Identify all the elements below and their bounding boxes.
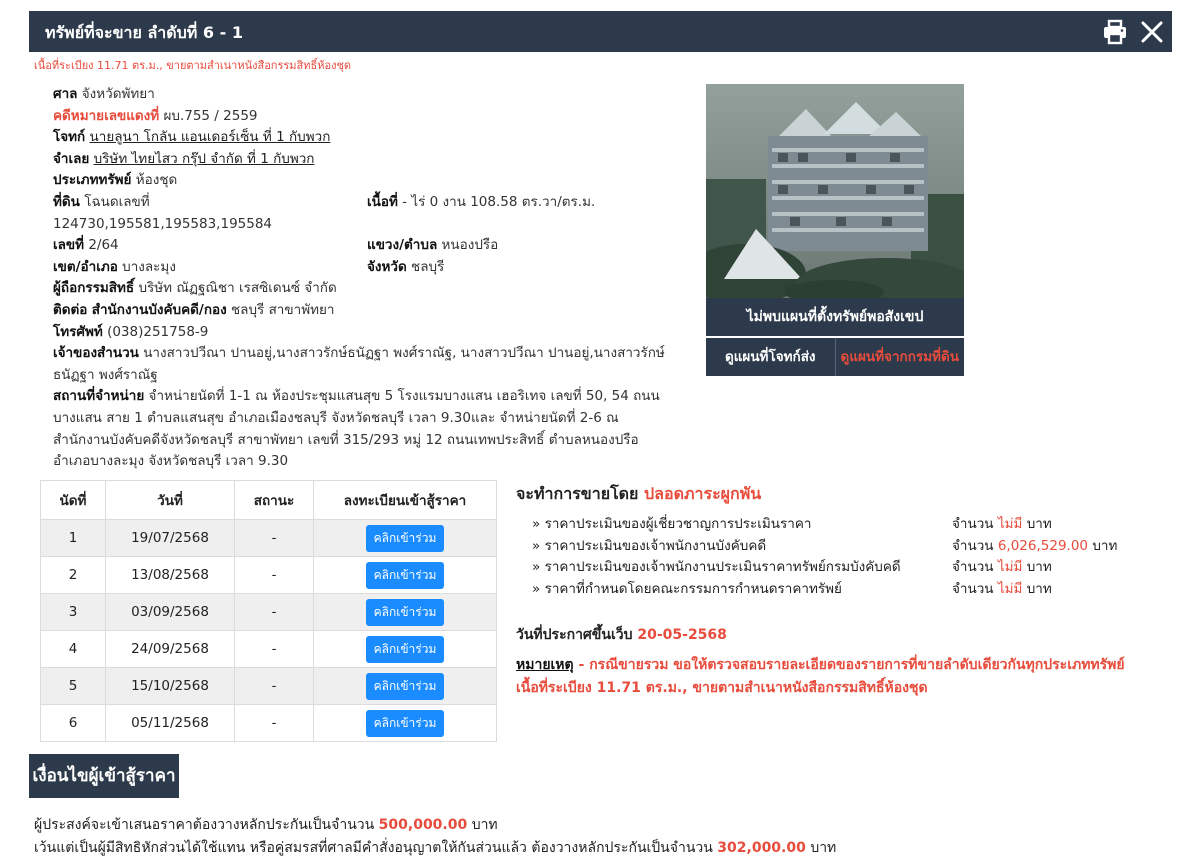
cell-date: 13/08/2568 [106, 557, 235, 594]
land-label: ที่ดิน [53, 193, 80, 210]
cell-no: 1 [41, 520, 106, 557]
join-button[interactable]: คลิกเข้าร่วม [366, 673, 445, 700]
sale-mode [516, 482, 761, 507]
cell-status: - [235, 668, 314, 705]
join-button[interactable]: คลิกเข้าร่วม [366, 562, 445, 589]
join-button[interactable]: คลิกเข้าร่วม [366, 710, 445, 737]
price-pre: จำนวน [952, 559, 994, 576]
cell-no: 5 [41, 668, 106, 705]
area-label: เนื้อที่ [367, 193, 398, 210]
col-header-status: สถานะ [235, 481, 314, 520]
price-list [532, 514, 1132, 600]
printer-icon[interactable] [1101, 18, 1129, 46]
join-button[interactable]: คลิกเข้าร่วม [366, 525, 445, 552]
place-label: สถานที่จำหน่าย [53, 388, 145, 405]
table-row [41, 520, 497, 557]
subdistrict-value: หนองปรือ [441, 237, 499, 254]
cond-line-2: เว้นแต่เป็นผู้มีสิทธิหักส่วนได้ใช้แทน หรือคู่สมรสที่ศาลมีคำสั่งอนุญาตให้กันส่วนแล้ว ต้องวางหลักประกันเป็นจำนวน [34, 840, 713, 856]
office-owner-label: เจ้าของสำนวน [53, 345, 139, 362]
page-title: ทรัพย์ที่จะขาย ลำดับที่ 6 - 1 [45, 23, 243, 42]
number-value: 2/64 [88, 237, 119, 254]
contact-label: ติดต่อ [53, 301, 88, 318]
cell-status: - [235, 631, 314, 668]
cond-amount-2: 302,000.00 [717, 840, 806, 856]
announce-value: 20-05-2568 [637, 627, 727, 643]
phone-label: โทรศัพท์ [53, 323, 103, 340]
owner-value: บริษัท ณัฏฐณิชา เรสซิเดนซ์ จำกัด [138, 280, 337, 297]
province-value: ชลบุรี [411, 258, 445, 275]
property-photo [706, 84, 964, 298]
join-button[interactable]: คลิกเข้าร่วม [366, 636, 445, 663]
price-pre: จำนวน [952, 537, 994, 554]
cell-date: 19/07/2568 [106, 520, 235, 557]
cell-no: 2 [41, 557, 106, 594]
type-label: ประเภททรัพย์ [53, 172, 132, 189]
defendant-link[interactable]: บริษัท ไทยไสว กรุ๊ป จำกัด ที่ 1 กับพวก [93, 150, 315, 167]
cell-status: - [235, 557, 314, 594]
phone-value: (038)251758-9 [107, 323, 209, 340]
place-value: จำหน่ายนัดที่ 1-1 ณ ห้องประชุมแสนสุข 5 โรงแรมบางแสน เฮอริเทจ เลขที่ 50, 54 ถนน บางแสน สาย 1 ตำบลแสนสุข อำเภอเมืองชลบุรี จังหวัดชลบุรี เวลา 9.30และ จำหน่ายนัดที่ 2-6 ณ สำนักงานบังคับคดีจังหวัดชลบุรี สาขาพัทยา เลขที่ 315/293 หมู่ 12 ถนนเทพประสิทธิ์ ตำบลหนองปรือ อำเภอบางละมุง จังหวัดชลบุรี เวลา 9.30 [53, 388, 660, 470]
cond-unit-1: บาท [471, 817, 498, 833]
owner-label: ผู้ถือกรรมสิทธิ์ [53, 280, 135, 297]
land-dept-map-link[interactable]: ดูแผนที่จากกรมที่ดิน [840, 349, 959, 365]
court-value: จังหวัดพัทยา [81, 86, 155, 102]
cell-date: 05/11/2568 [106, 705, 235, 742]
table-row [41, 557, 497, 594]
price-unit: บาท [1026, 580, 1052, 597]
col-header-date: วันที่ [106, 481, 235, 520]
price-value: ไม่มี [997, 559, 1023, 576]
announce-label: วันที่ประกาศขึ้นเว็บ [516, 627, 633, 643]
title-bar [29, 11, 1172, 52]
price-label: ราคาที่กำหนดโดยคณะกรรมการกำหนดราคาทรัพย์ [544, 580, 842, 597]
price-label: ราคาประเมินของผู้เชี่ยวชาญการประเมินราคา [544, 516, 812, 532]
cell-date: 24/09/2568 [106, 631, 235, 668]
plaintiff-label: โจทก์ [53, 129, 86, 146]
defendant-label: จำเลย [53, 150, 90, 167]
price-pre: จำนวน [952, 580, 994, 597]
conditions-text [34, 814, 836, 860]
cell-no: 6 [41, 705, 106, 742]
price-unit: บาท [1026, 516, 1052, 532]
table-row [41, 668, 497, 705]
cell-status: - [235, 520, 314, 557]
contact-value: ชลบุรี สาขาพัทยา [231, 301, 335, 318]
price-unit: บาท [1026, 559, 1052, 576]
plaintiff-map-link[interactable]: ดูแผนที่โจทก์ส่ง [706, 338, 836, 376]
price-pre: จำนวน [952, 516, 994, 532]
price-row [532, 579, 1132, 601]
table-row [41, 705, 497, 742]
building-image [706, 84, 964, 298]
price-value: 6,026,529.00 [997, 537, 1089, 554]
remark-line-1: - กรณีขายรวม ขอให้ตรวจสอบรายละเอียดของรายการที่ขายลำดับเดียวกันทุกประเภททรัพย์ [578, 657, 1125, 673]
price-unit: บาท [1092, 537, 1118, 554]
district-label: เขต/อำเภอ [53, 258, 118, 275]
announce-date [516, 624, 727, 646]
price-value: ไม่มี [997, 516, 1023, 532]
price-label: ราคาประเมินของเจ้าพนักงานประเมินราคาทรัพย์กรมบังคับคดี [544, 559, 901, 576]
map-links [706, 338, 964, 376]
area-value: - ไร่ 0 งาน 108.58 ตร.วา/ตร.ม. [402, 193, 596, 210]
cell-date: 03/09/2568 [106, 594, 235, 631]
price-row [532, 514, 1132, 536]
cond-amount-1: 500,000.00 [378, 817, 468, 833]
cell-no: 3 [41, 594, 106, 631]
chevron-right-icon: » [532, 559, 541, 576]
remark-line-2: เนื้อที่ระเบียง 11.71 ตร.ม., ขายตามสำเนาหนังสือกรรมสิทธิ์ห้องชุด [516, 680, 928, 696]
plaintiff-link[interactable]: นายลูนา โกลัน แอนเดอร์เซ็น ที่ 1 กับพวก [89, 129, 331, 146]
case-value: ผบ.755 / 2559 [163, 107, 258, 124]
type-value: ห้องชุด [135, 172, 178, 189]
subdistrict-label: แขวง/ตำบล [367, 237, 438, 254]
property-info [53, 84, 673, 473]
close-icon[interactable] [1138, 18, 1166, 46]
number-label: เลขที่ [53, 237, 85, 254]
sale-mode-value: ปลอดภาระผูกพัน [644, 484, 762, 503]
office-owner-value: นางสาวปวีณา ปานอยู่,นางสาวรักษ์ธนัฏฐา พงศ์ราณัฐ, นางสาวปวีณา ปานอยู่,นางสาวรักษ์ธนัฏฐา พงศ์ราณัฐ [53, 345, 665, 383]
table-row [41, 594, 497, 631]
price-row [532, 536, 1132, 558]
col-header-no: นัดที่ [41, 481, 106, 520]
join-button[interactable]: คลิกเข้าร่วม [366, 599, 445, 626]
chevron-right-icon: » [532, 580, 541, 597]
price-label: ราคาประเมินของเจ้าพนักงานบังคับคดี [544, 537, 767, 554]
cell-no: 4 [41, 631, 106, 668]
col-header-register: ลงทะเบียนเข้าสู้ราคา [314, 481, 497, 520]
case-label: คดีหมายเลขแดงที่ [53, 107, 160, 124]
land-value: โฉนดเลขที่ 124730,195581,195583,195584 [53, 193, 273, 232]
price-row [532, 557, 1132, 579]
cond-line-1: ผู้ประสงค์จะเข้าเสนอราคาต้องวางหลักประกันเป็นจำนวน [34, 817, 375, 833]
auction-schedule-table [40, 480, 497, 742]
cond-unit-2: บาท [810, 840, 837, 856]
contact-office-label: สำนักงานบังคับคดี/กอง [91, 301, 227, 318]
province-label: จังหวัด [367, 258, 407, 275]
cell-date: 15/10/2568 [106, 668, 235, 705]
price-value: ไม่มี [997, 580, 1023, 597]
chevron-right-icon: » [532, 516, 541, 532]
subnote: เนื้อที่ระเบียง 11.71 ตร.ม., ขายตามสำเนาหนังสือกรรมสิทธิ์ห้องชุด [34, 59, 352, 72]
district-value: บางละมุง [122, 258, 176, 275]
map-status: ไม่พบแผนที่ตั้งทรัพย์พอสังเขป [706, 298, 964, 336]
cell-status: - [235, 594, 314, 631]
table-row [41, 631, 497, 668]
remark-label: หมายเหตุ [516, 657, 574, 673]
conditions-title: เงื่อนไขผู้เข้าสู้ราคา [29, 754, 179, 798]
court-label: ศาล [53, 86, 78, 102]
remark [516, 654, 1125, 700]
sale-prefix: จะทำการขายโดย [516, 484, 639, 503]
chevron-right-icon: » [532, 537, 541, 554]
cell-status: - [235, 705, 314, 742]
